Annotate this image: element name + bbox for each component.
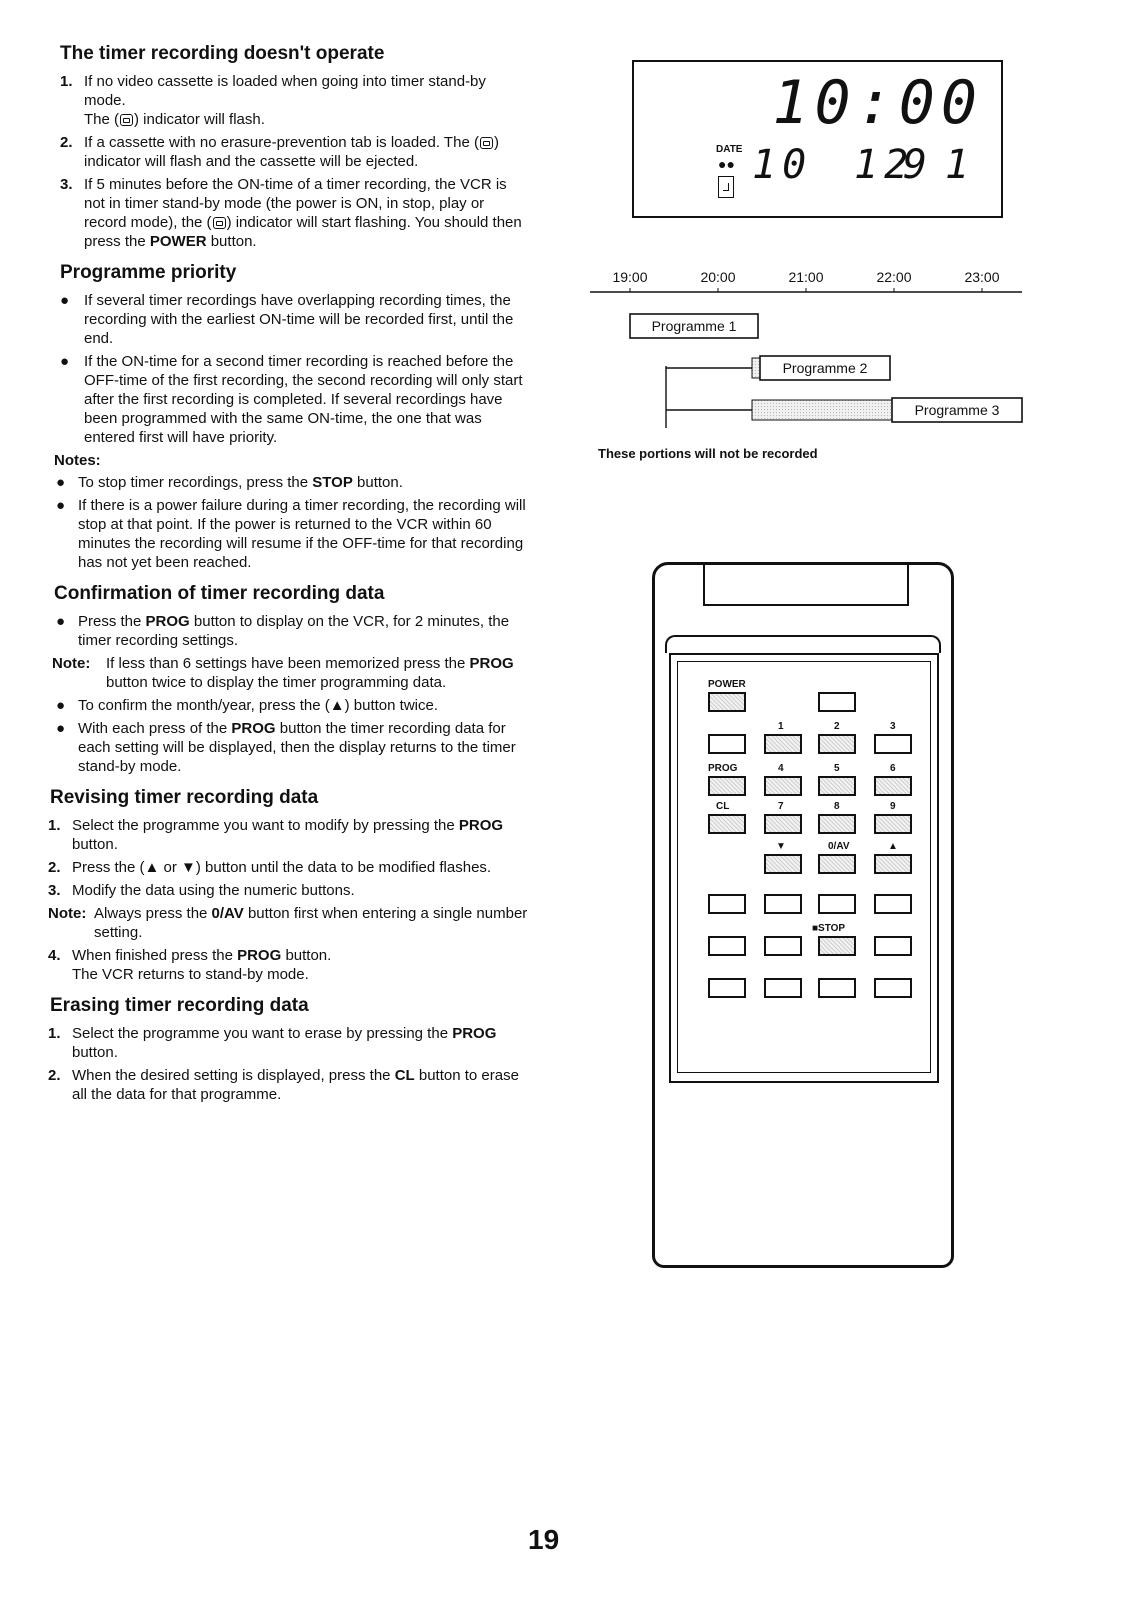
lcd-day: 10 (752, 142, 813, 188)
remote-panel-edge (665, 635, 941, 653)
lcd-date-label: DATE (716, 144, 743, 155)
key-label-3: 3 (890, 721, 896, 732)
number-2-button[interactable] (818, 734, 856, 754)
bullet: ● (56, 720, 66, 737)
number-1-button[interactable] (764, 734, 802, 754)
item-text: If the ON-time for a second timer recording is reached before the OFF-time of the first recording, the second recording will only start after the first recording is completed. If several recordings have been programmed with the same ON-time, the one that was entered first will have priority. (84, 353, 523, 446)
remote-button[interactable] (764, 936, 802, 956)
prog-label: PROG (708, 763, 738, 774)
cassette-indicator-icon (480, 137, 493, 149)
programme-label: Programme 1 (651, 318, 737, 334)
tick-label: 20:00 (700, 269, 736, 285)
item-text: Always press the (94, 905, 212, 922)
zero-av-button[interactable] (818, 854, 856, 874)
item-number: 4. (48, 947, 61, 964)
bold-term: 0/AV (211, 905, 244, 922)
number-6-button[interactable] (874, 776, 912, 796)
bold-term: PROG (237, 947, 282, 964)
list-item (48, 816, 528, 854)
vcr-lcd-display (632, 60, 1003, 218)
bold-term: CL (394, 1067, 415, 1084)
list-item (48, 946, 528, 984)
item-text: If no video cassette is loaded when going into timer stand-by mode. (84, 73, 486, 109)
item-number: 2. (48, 859, 61, 876)
power-button[interactable] (708, 692, 746, 712)
note-label: Note: (52, 655, 91, 672)
heading-erase: Erasing timer recording data (50, 995, 309, 1016)
item-text: button. (352, 474, 403, 491)
item-number: 3. (48, 882, 61, 899)
item-number: 3. (60, 176, 73, 193)
bullet: ● (60, 353, 70, 370)
list-item (48, 133, 528, 171)
up-button[interactable] (874, 854, 912, 874)
up-label: ▲ (888, 841, 898, 852)
bold-term: PROG (231, 720, 276, 737)
remote-button[interactable] (708, 734, 746, 754)
heading-revise: Revising timer recording data (50, 787, 319, 808)
lcd-month: 12 (854, 142, 915, 188)
remote-button[interactable] (874, 978, 912, 998)
lcd-year: 91 (902, 142, 987, 188)
list-item (48, 858, 528, 877)
remote-button[interactable] (708, 936, 746, 956)
key-label-4: 4 (778, 763, 784, 774)
number-3-button[interactable] (874, 734, 912, 754)
tape-reel-icon: ●● (718, 156, 735, 172)
bullet: ● (56, 697, 66, 714)
cl-label: CL (716, 801, 730, 812)
number-9-button[interactable] (874, 814, 912, 834)
bullet: ● (60, 292, 70, 309)
cl-button[interactable] (708, 814, 746, 834)
remote-button[interactable] (818, 692, 856, 712)
down-button[interactable] (764, 854, 802, 874)
item-text: button first when entering a single number setting. (94, 905, 528, 941)
section-not-operate (48, 42, 528, 251)
list-item (48, 473, 528, 492)
item-text: If less than 6 settings have been memorized press the (106, 655, 470, 672)
unrecorded-caption: These portions will not be recorded (598, 446, 818, 461)
item-text: button to erase all the data for that programme. (72, 1067, 519, 1103)
bold-term: POWER (149, 233, 207, 250)
heading-confirm: Confirmation of timer recording data (54, 583, 385, 604)
item-text: ) indicator will flash. (134, 111, 265, 128)
note (48, 654, 528, 692)
stop-button[interactable] (818, 936, 856, 956)
programme-label: Programme 2 (782, 360, 868, 376)
section-priority (48, 261, 528, 572)
key-label-2: 2 (834, 721, 840, 732)
list-item (48, 612, 528, 650)
stop-label: ■STOP (812, 923, 846, 934)
number-5-button[interactable] (818, 776, 856, 796)
bold-term: PROG (145, 613, 190, 630)
remote-button[interactable] (818, 978, 856, 998)
remote-keypad (669, 653, 939, 1083)
down-label: ▼ (776, 841, 786, 852)
section-confirm (48, 582, 528, 776)
list-item (48, 1066, 528, 1104)
item-text: To confirm the month/year, press the (▲) button twice. (78, 697, 438, 714)
item-text: The VCR returns to stand-by mode. (72, 966, 309, 983)
programme-timeline-chart (590, 262, 1040, 462)
keypad-inner-frame (677, 661, 931, 1073)
item-text: ) indicator will start flashing. You should then press the (84, 214, 522, 250)
key-label-9: 9 (890, 801, 896, 812)
heading-priority: Programme priority (60, 262, 237, 283)
item-text: ) indicator will flash and the cassette will be ejected. (84, 134, 499, 170)
cassette-indicator-icon (120, 114, 133, 126)
list-item (48, 1024, 528, 1062)
remote-button[interactable] (874, 936, 912, 956)
tick-label: 19:00 (612, 269, 648, 285)
list-item (48, 696, 528, 715)
remote-button[interactable] (818, 894, 856, 914)
item-text: button to display on the VCR, for 2 minutes, the timer recording settings. (78, 613, 510, 649)
timer-clock-icon (718, 176, 734, 198)
notes-label: Notes: (54, 452, 101, 469)
heading-not-operate: The timer recording doesn't operate (60, 43, 385, 64)
cassette-indicator-icon (213, 217, 226, 229)
item-number: 1. (48, 1025, 61, 1042)
remote-button[interactable] (708, 894, 746, 914)
item-text: If a cassette with no erasure-prevention tab is loaded. The ( (84, 134, 479, 151)
list-item (48, 719, 528, 776)
power-label: POWER (708, 679, 746, 690)
key-label-6: 6 (890, 763, 896, 774)
prog-button[interactable] (708, 776, 746, 796)
item-text: button the timer recording data for each setting will be displayed, then the display returns to the timer stand-by mode. (78, 720, 516, 775)
item-text: If several timer recordings have overlapping recording times, the recording with the earliest ON-time will be recorded first, until the end. (84, 292, 514, 347)
item-number: 1. (60, 73, 73, 90)
zero-av-label: 0/AV (828, 841, 850, 852)
key-label-7: 7 (778, 801, 784, 812)
page-number: 19 (528, 1524, 560, 1555)
tick-label: 21:00 (788, 269, 824, 285)
item-text: When the desired setting is displayed, press the (72, 1067, 395, 1084)
bullet: ● (56, 497, 66, 514)
section-erase (48, 994, 528, 1104)
number-4-button[interactable] (764, 776, 802, 796)
item-text: To stop timer recordings, press the (78, 474, 313, 491)
section-revise (48, 786, 528, 984)
item-text: Modify the data using the numeric buttons. (72, 882, 355, 899)
bold-term: PROG (469, 655, 514, 672)
remote-ir-window (703, 562, 909, 606)
item-text: With each press of the (78, 720, 232, 737)
item-text: The ( (84, 111, 120, 128)
item-text: button. (72, 1044, 118, 1061)
item-text: Select the programme you want to erase by pressing the (72, 1025, 453, 1042)
key-label-8: 8 (834, 801, 840, 812)
note-label: Note: (48, 905, 87, 922)
item-number: 2. (48, 1067, 61, 1084)
bullet: ● (56, 613, 66, 630)
item-text: If there is a power failure during a timer recording, the recording will stop at that point. If the power is returned to the VCR within 60 minutes the recording will resume if the OFF-time for that recording has not yet been reached. (78, 497, 526, 571)
item-text: button twice to display the timer programming data. (106, 674, 447, 691)
list-item (48, 175, 528, 251)
item-number: 1. (48, 817, 61, 834)
lcd-time: 10:00 (772, 68, 983, 138)
item-text: When finished press the (72, 947, 238, 964)
remote-button[interactable] (764, 978, 802, 998)
list-item (48, 496, 528, 572)
item-text: button. (206, 233, 257, 250)
number-7-button[interactable] (764, 814, 802, 834)
bold-term: PROG (458, 817, 504, 834)
item-number: 2. (60, 134, 73, 151)
item-text: Press the (78, 613, 146, 630)
item-text: Press the (▲ or ▼) button until the data to be modified flashes. (72, 859, 492, 876)
bullet: ● (56, 474, 66, 491)
item-text: button. (72, 836, 118, 853)
key-label-1: 1 (778, 721, 784, 732)
note (48, 904, 528, 942)
programme-label: Programme 3 (914, 402, 1000, 418)
tick-label: 22:00 (876, 269, 912, 285)
remote-control (652, 562, 954, 1268)
item-text: Select the programme you want to modify by pressing the (72, 817, 459, 834)
number-8-button[interactable] (818, 814, 856, 834)
remote-button[interactable] (708, 978, 746, 998)
remote-button[interactable] (874, 894, 912, 914)
item-text: If 5 minutes before the ON-time of a timer recording, the VCR is not in timer stand-by mode (the power is ON, in stop, play or record mode), the ( (84, 176, 507, 231)
list-item (48, 72, 528, 129)
instructions-column (48, 42, 528, 1114)
bold-term: PROG (452, 1025, 497, 1042)
item-text: button. (281, 947, 332, 964)
list-item (48, 881, 528, 900)
list-item (48, 291, 528, 348)
list-item (48, 352, 528, 447)
key-label-5: 5 (834, 763, 840, 774)
timeline-svg (590, 262, 1040, 452)
tick-label: 23:00 (964, 269, 1000, 285)
remote-button[interactable] (764, 894, 802, 914)
bold-term: STOP (312, 474, 353, 491)
